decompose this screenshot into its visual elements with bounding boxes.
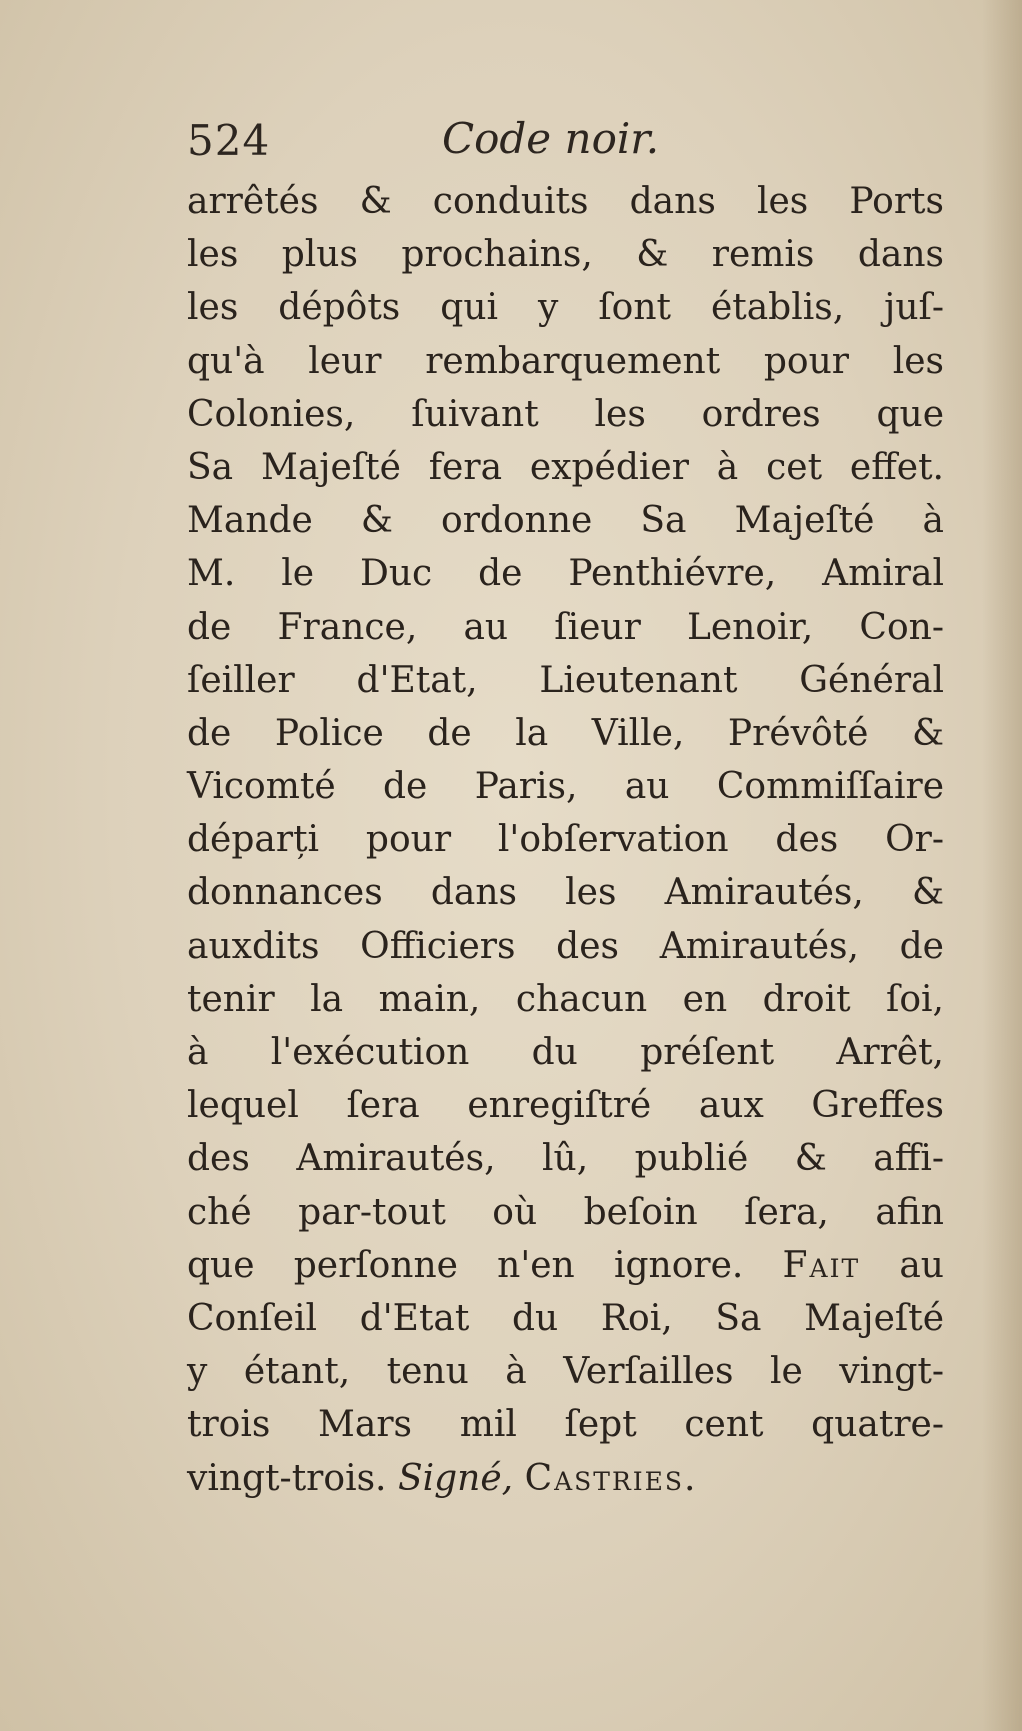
text-line: trois Mars mil ſept cent quatre- bbox=[187, 1404, 944, 1446]
text-line: donnances dans les Amirautés, & bbox=[187, 872, 944, 914]
text-line: Conſeil d'Etat du Roi, Sa Majeſté bbox=[187, 1297, 944, 1339]
text-line: Colonies, ſuivant les ordres que bbox=[187, 393, 944, 435]
text-line: les dépôts qui y ſont établis, juſ- bbox=[187, 287, 944, 329]
signatory-name: Castries. bbox=[524, 1457, 698, 1499]
text-line: de France, au ſieur Lenoir, Con- bbox=[187, 606, 944, 648]
body-text bbox=[187, 175, 944, 1505]
text-line: de Police de la Ville, Prévôté & bbox=[187, 712, 944, 754]
text-line bbox=[187, 1239, 944, 1292]
text-segment: au bbox=[899, 1244, 944, 1286]
text-line: lequel ſera enregiſtré aux Greffes bbox=[187, 1085, 944, 1127]
text-segment: que perſonne n'en ignore. bbox=[187, 1244, 744, 1286]
text-line: Sa Majeſté fera expédier à cet effet. bbox=[187, 446, 944, 488]
text-line: les plus prochains, & remis dans bbox=[187, 234, 944, 276]
text-line: Mande & ordonne Sa Majeſté à bbox=[187, 500, 944, 542]
text-line: y étant, tenu à Verſailles le vingt- bbox=[187, 1351, 944, 1393]
text-line: auxdits Officiers des Amirautés, de bbox=[187, 925, 944, 967]
text-line: des Amirautés, lû, publié & affi- bbox=[187, 1138, 944, 1180]
text-line: Vicomté de Paris, au Commiſſaire bbox=[187, 766, 944, 808]
italic-word: Signé, bbox=[397, 1457, 514, 1499]
text-segment: vingt-trois. bbox=[187, 1457, 387, 1499]
text-line: arrêtés & conduits dans les Ports bbox=[187, 181, 944, 222]
text-line: déparți pour l'obſervation des Or- bbox=[187, 819, 944, 861]
text-line: tenir la main, chacun en droit ſoi, bbox=[187, 978, 944, 1020]
page-gutter-shadow bbox=[982, 0, 1022, 1731]
text-line bbox=[187, 1452, 944, 1505]
running-title: Code noir. bbox=[442, 114, 660, 163]
text-line: ſeiller d'Etat, Lieutenant Général bbox=[187, 659, 944, 701]
text-line: M. le Duc de Penthiévre, Amiral bbox=[187, 553, 944, 595]
small-caps-word: Fait bbox=[782, 1244, 861, 1286]
page-number: 524 bbox=[187, 116, 271, 165]
text-line: ché par-tout où beſoin ſera, afin bbox=[187, 1191, 944, 1233]
text-line: à l'exécution du préſent Arrêt, bbox=[187, 1032, 944, 1073]
page-header bbox=[187, 108, 947, 176]
text-line: qu'à leur rembarquement pour les bbox=[187, 340, 944, 382]
